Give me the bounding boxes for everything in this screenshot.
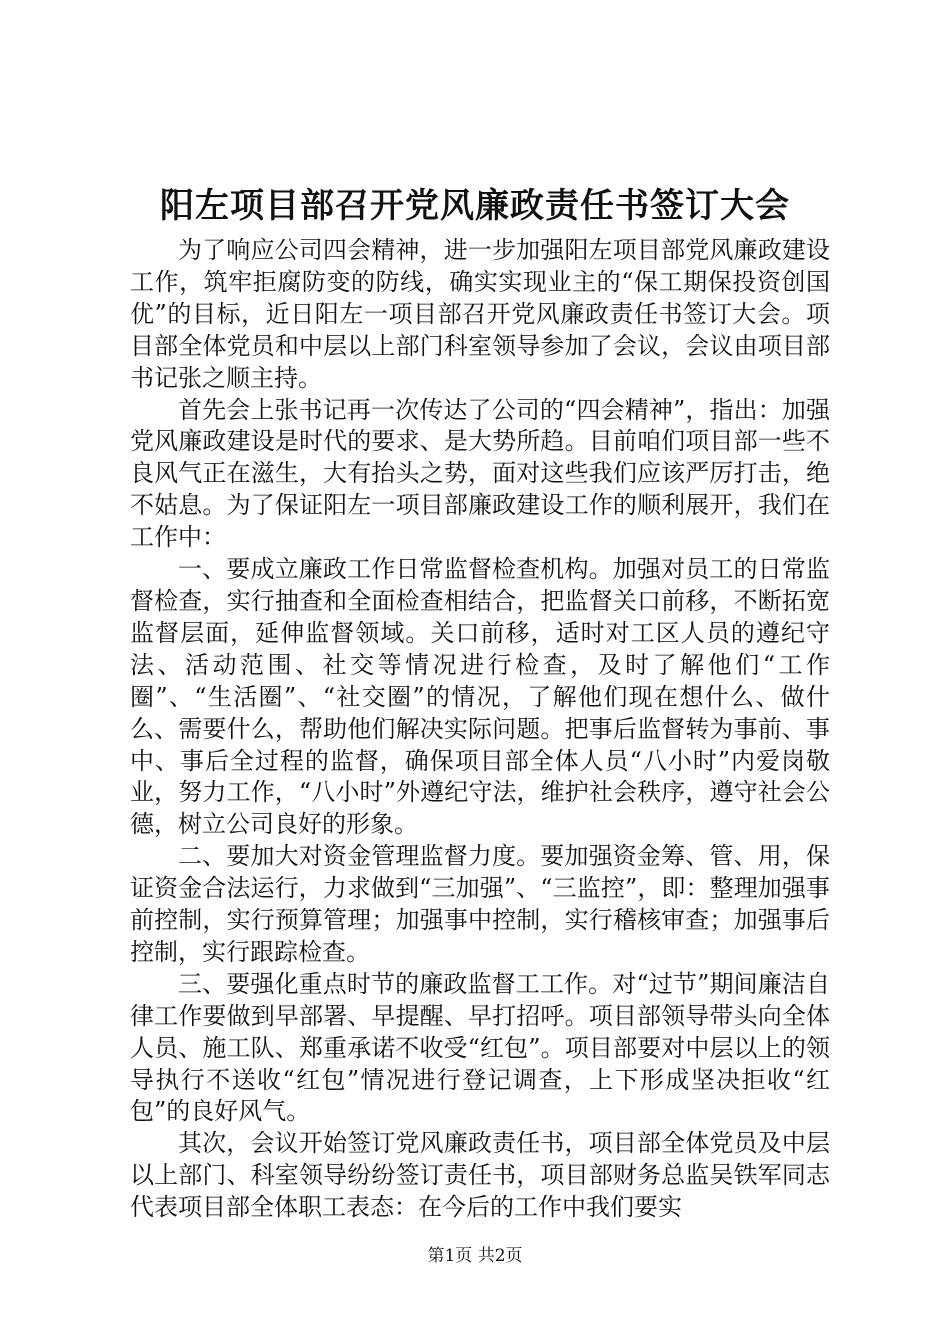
paragraph-second: 其次，会议开始签订党风廉政责任书，项目部全体党员及中层以上部门、科室领导纷纷签订责任书，项目部财务总监吴铁军同志代表项目部全体职工表态：在今后的工作中我们要实 — [130, 1129, 830, 1222]
document-body — [130, 235, 830, 1224]
page-number-footer: 第1页 共2页 — [427, 1246, 523, 1266]
paragraph-first: 首先会上张书记再一次传达了公司的“四会精神”，指出：加强党风廉政建设是时代的要求、是大势所趋。目前咱们项目部一些不良风气正在滋生，大有抬头之势，面对这些我们应该严厉打击，绝不姑息。为了保证阳左一项目部廉政建设工作的顺利展开，我们在工作中： — [130, 395, 830, 552]
paragraph-point-two: 二、要加大对资金管理监督力度。要加强资金筹、管、用，保证资金合法运行，力求做到“三加强”、“三监控”，即：整理加强事前控制，实行预算管理；加强事中控制，实行稽核审查；加强事后控制，实行跟踪检查。 — [130, 842, 830, 966]
paragraph-point-three: 三、要强化重点时节的廉政监督工工作。对“过节”期间廉洁自律工作要做到早部署、早提醒、早打招呼。项目部领导带头向全体人员、施工队、郑重承诺不收受“红包”。项目部要对中层以上的领导执行不送收“红包”情况进行登记调查，上下形成坚决拒收“红包”的良好风气。 — [130, 969, 830, 1126]
paragraph-intro: 为了响应公司四会精神，进一步加强阳左项目部党风廉政建设工作，筑牢拒腐防变的防线，确实实现业主的“保工期保投资创国优”的目标，近日阳左一项目部召开党风廉政责任书签订大会。项目部全体党员和中层以上部门科室领导参加了会议，会议由项目部书记张之顺主持。 — [130, 236, 830, 392]
document-title: 阳左项目部召开党风廉政责任书签订大会 — [160, 186, 790, 226]
paragraph-point-one: 一、要成立廉政工作日常监督检查机构。加强对员工的日常监督检查，实行抽查和全面检查相结合，把监督关口前移，不断拓宽监督层面，延伸监督领域。关口前移，适时对工区人员的遵纪守法、活动范围、社交等情况进行检查，及时了解他们“工作圈”、“生活圈”、“社交圈”的情况，了解他们现在想什么、做什么、需要什么，帮助他们解决实际问题。把事后监督转为事前、事中、事后全过程的监督，确保项目部全体人员“八小时”内爱岗敬业，努力工作，“八小时”外遵纪守法，维护社会秩序，遵守社会公德，树立公司良好的形象。 — [130, 555, 830, 839]
